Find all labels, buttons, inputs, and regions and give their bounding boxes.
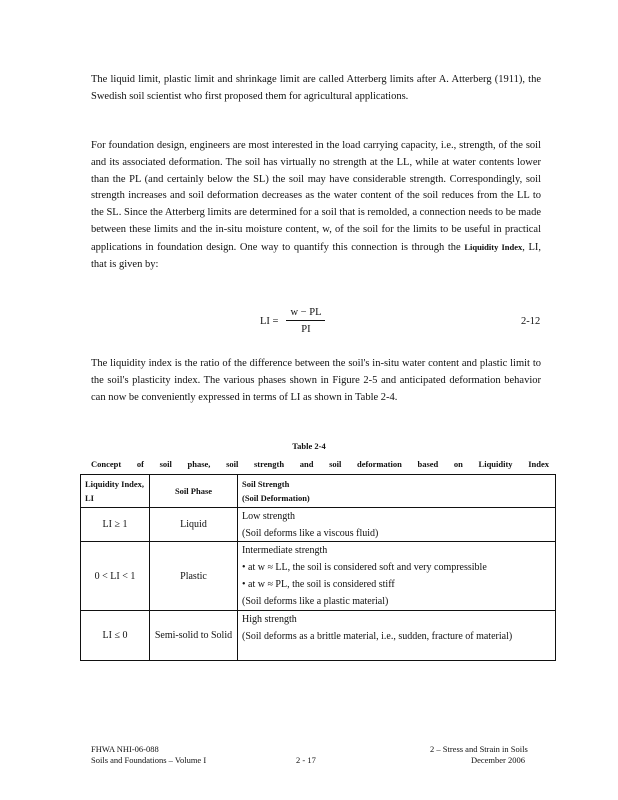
liquidity-index-term: Liquidity Index <box>464 241 523 252</box>
table-title: Table 2-4 <box>292 441 326 451</box>
row1-strength-line: (Soil deforms like a viscous fluid) <box>242 528 379 539</box>
header-soil-strength-line1: Soil Strength <box>242 479 290 489</box>
table-column-divider <box>237 475 238 660</box>
footer-report-number: FHWA NHI-06-088 <box>91 744 159 754</box>
row3-soil-phase: Semi-solid to Solid <box>154 630 233 641</box>
equation-numerator: w − PL <box>286 306 325 321</box>
row2-strength-line: (Soil deforms like a plastic material) <box>242 596 389 607</box>
row3-strength-line: (Soil deforms as a brittle material, i.e., sudden, fracture of material) <box>242 631 513 642</box>
paragraph-foundation-design <box>91 138 541 273</box>
paragraph-text-tail: , LI, that is given by: <box>91 241 542 270</box>
row2-strength-line: Intermediate strength <box>242 545 328 556</box>
header-liquidity-index: Liquidity Index, LI <box>85 479 145 503</box>
header-soil-strength <box>242 477 542 505</box>
row2-strength-line: • at w ≈ LL, the soil is considered soft and very compressible <box>242 562 487 573</box>
footer-chapter-title: 2 – Stress and Strain in Soils <box>430 744 528 754</box>
row1-strength-line: Low strength <box>242 511 296 522</box>
paragraph-text: The liquid limit, plastic limit and shrinkage limit are called Atterberg limits after A. Atterberg (1911), the Swedish soil scientist who first proposed them for agricultural applications. <box>91 74 541 102</box>
row2-liquidity-index: 0 < LI < 1 <box>94 570 136 582</box>
paragraph-atterberg-limits <box>91 72 541 106</box>
equation-number: 2-12 <box>521 316 541 327</box>
footer-left <box>91 744 206 766</box>
header-soil-strength-line2: (Soil Deformation) <box>242 493 310 503</box>
row3-soil-strength <box>242 611 550 645</box>
equation-liquidity-index <box>260 306 325 336</box>
table-caption: Concept of soil phase, soil strength and soil deformation based on Liquidity Index <box>91 459 549 469</box>
paragraph-text: For foundation design, engineers are most interested in the load carrying capacity, i.e., strength, of the soil and its associated deformation. The soil has virtually no strength at the LL, while at water contents lower than the PL (and certainly below the SL) the soil may have considerable strength. Correspondingly, soil strength increases and soil deformation decreases as the water content of the soil reduces from the LL to the SL. Since the Atterberg limits are determined for a soil that is remolded, a connection needs to be made between these limits and the in-situ moisture content, w, of the soil for the limits to be useful in practical applications in foundation design. One way to quantify this connection is through the <box>91 140 541 253</box>
paragraph-text: The liquidity index is the ratio of the difference between the soil's in-situ water content and plastic limit to the soil's plasticity index. The various phases shown in Figure 2-5 and anticipated deformation behavior can now be conveniently expressed in terms of LI as shown in Table 2-4. <box>91 358 541 403</box>
header-soil-phase: Soil Phase <box>174 486 213 496</box>
row2-soil-phase: Plastic <box>180 570 207 582</box>
equation-fraction <box>286 306 325 336</box>
paragraph-liquidity-index-ratio <box>91 356 541 406</box>
footer-volume-title: Soils and Foundations – Volume I <box>91 755 207 765</box>
row3-liquidity-index: LI ≤ 0 <box>102 630 128 641</box>
row1-soil-phase: Liquid <box>180 519 207 530</box>
footer-date: December 2006 <box>470 755 525 765</box>
row1-liquidity-index: LI ≥ 1 <box>102 519 128 530</box>
equation-denominator: PI <box>301 324 311 335</box>
footer-right <box>430 744 535 766</box>
row2-strength-line: • at w ≈ PL, the soil is considered stiff <box>242 579 395 590</box>
row1-soil-strength <box>242 508 550 542</box>
equation-lhs: LI = <box>260 315 279 327</box>
soil-phase-table <box>80 474 556 661</box>
row3-strength-line: High strength <box>242 614 297 625</box>
page-number: 2 - 17 <box>296 755 316 765</box>
row2-soil-strength <box>242 542 550 610</box>
